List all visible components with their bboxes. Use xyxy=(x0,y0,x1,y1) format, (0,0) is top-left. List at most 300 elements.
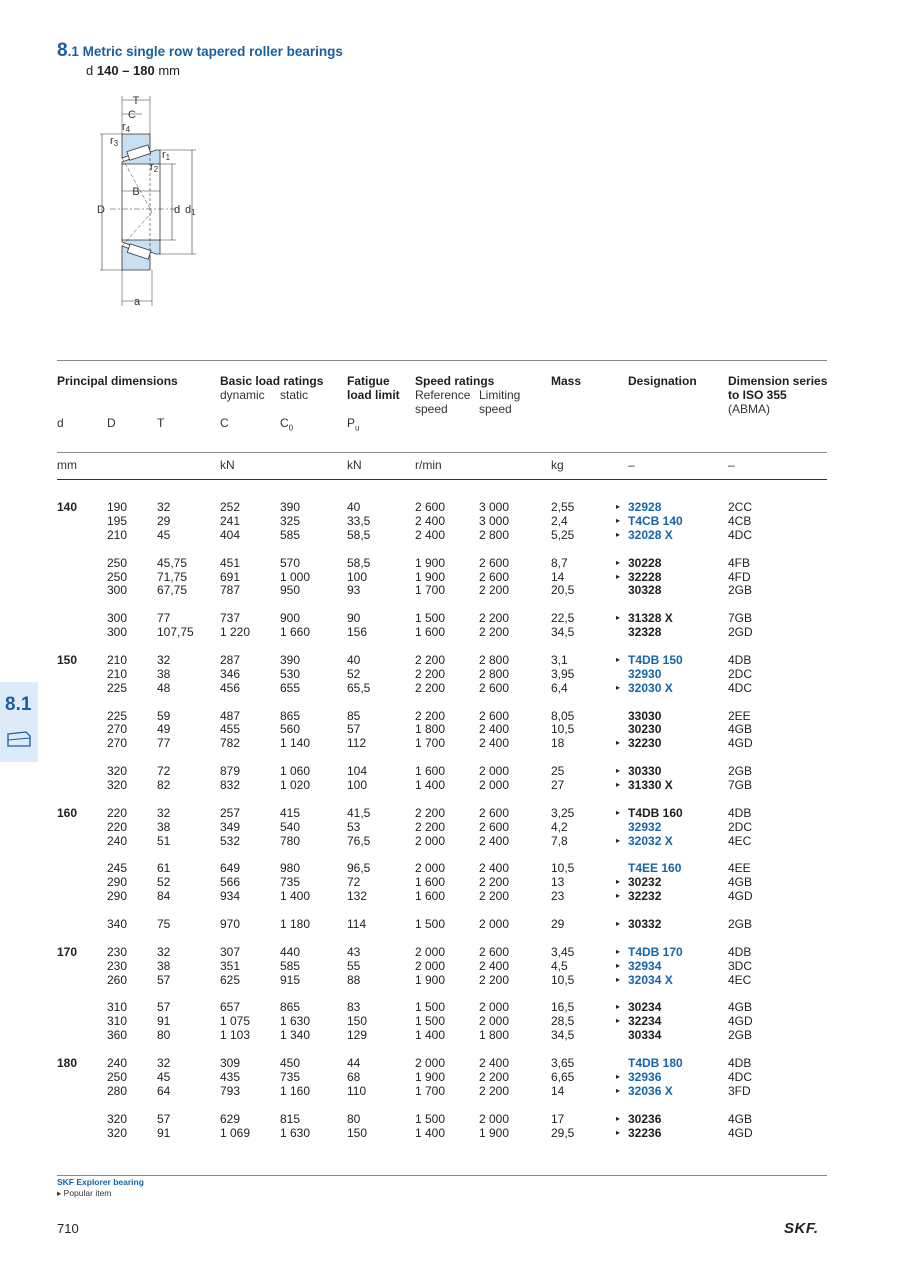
cell-lim: 3 000 xyxy=(479,513,510,528)
unit-series: – xyxy=(728,458,735,472)
cell-lim: 2 200 xyxy=(479,972,510,987)
dim-label-a: a xyxy=(133,296,141,308)
cell-mass: 25 xyxy=(551,764,565,779)
cell-mass: 34,5 xyxy=(551,625,575,640)
cell-series: 2DC xyxy=(728,819,753,834)
designation-link[interactable]: 30236 xyxy=(628,1111,662,1126)
cell-series: 4GB xyxy=(728,1111,753,1126)
designation-link[interactable]: 32928 xyxy=(628,500,662,514)
cell-ref: 1 600 xyxy=(415,625,446,640)
cell-c0: 735 xyxy=(280,1069,301,1084)
cell-c0: 1 660 xyxy=(280,625,311,640)
cell-series: 4GD xyxy=(728,736,753,751)
dim-label-r4: r4 xyxy=(122,121,131,134)
cell-t: 38 xyxy=(157,819,171,834)
cell-mass: 6,4 xyxy=(551,680,568,695)
cell-c: 532 xyxy=(220,833,241,848)
designation-link[interactable]: 30234 xyxy=(628,1000,662,1015)
cell-pu: 90 xyxy=(347,611,361,626)
cell-c0: 1 000 xyxy=(280,569,311,584)
cell-ref: 1 500 xyxy=(415,1000,446,1015)
designation-link[interactable]: T4DB 150 xyxy=(628,652,683,667)
cell-c0: 1 180 xyxy=(280,917,311,931)
cell-pu: 100 xyxy=(347,778,368,792)
designation-link[interactable]: 32028 X xyxy=(628,527,673,542)
cell-mass: 2,4 xyxy=(551,513,568,528)
cell-c0: 1 160 xyxy=(280,1083,311,1098)
cell-ref: 1 400 xyxy=(415,1028,446,1043)
cell-pu: 33,5 xyxy=(347,513,371,528)
page-number: 710 xyxy=(57,1221,79,1236)
cell-d: 230 xyxy=(107,958,128,973)
popular-item-marker-icon: ▸ xyxy=(616,557,621,567)
cell-c: 349 xyxy=(220,819,241,834)
cell-d: 245 xyxy=(107,861,128,876)
cell-d: 300 xyxy=(107,611,128,626)
cell-series: 4GD xyxy=(728,1125,753,1140)
skf-logo: SKF. xyxy=(784,1220,819,1237)
designation-link[interactable]: 30232 xyxy=(628,875,662,890)
cell-d: 190 xyxy=(107,500,128,514)
cell-mass: 6,65 xyxy=(551,1069,575,1084)
cell-c: 1 075 xyxy=(220,1014,251,1029)
cell-pu: 110 xyxy=(347,1083,367,1098)
cell-c: 657 xyxy=(220,1000,241,1015)
cell-ref: 1 800 xyxy=(415,722,446,737)
cell-lim: 2 200 xyxy=(479,625,510,640)
cell-pu: 132 xyxy=(347,889,368,904)
cell-pu: 85 xyxy=(347,708,361,723)
cell-lim: 2 000 xyxy=(479,1000,510,1015)
bore-diameter-group: 180 xyxy=(57,1056,78,1070)
cell-t: 38 xyxy=(157,958,171,973)
cell-c0: 1 630 xyxy=(280,1014,311,1029)
cell-t: 75 xyxy=(157,917,171,931)
cell-pu: 150 xyxy=(347,1125,368,1140)
cell-c0: 1 630 xyxy=(280,1125,311,1140)
designation-link[interactable]: T4DB 160 xyxy=(628,805,683,820)
designation-link[interactable]: 30228 xyxy=(628,555,662,570)
cell-pu: 93 xyxy=(347,583,361,598)
cell-pu: 83 xyxy=(347,1000,361,1015)
popular-item-marker-icon: ▸ xyxy=(616,613,621,623)
cell-d: 195 xyxy=(107,513,128,528)
cell-c: 879 xyxy=(220,764,241,779)
cell-pu: 57 xyxy=(347,722,361,737)
cell-d: 300 xyxy=(107,583,128,598)
cell-d: 210 xyxy=(107,652,128,667)
cell-c0: 530 xyxy=(280,666,301,681)
header-basic-load-ratings: Basic load ratings xyxy=(220,374,324,388)
cell-lim: 1 800 xyxy=(479,1028,510,1043)
cell-t: 32 xyxy=(157,805,171,820)
popular-item-marker-icon: ▸ xyxy=(616,960,621,970)
cell-c0: 915 xyxy=(280,972,301,987)
symbol-C: C xyxy=(220,416,229,430)
cell-series: 4DC xyxy=(728,680,753,695)
cell-mass: 22,5 xyxy=(551,611,575,626)
chapter-tab-label: 8.1 xyxy=(5,694,32,715)
designation-link[interactable]: 31330 X xyxy=(628,778,673,792)
designation-link[interactable]: 32930 xyxy=(628,666,662,681)
designation-link[interactable]: 32934 xyxy=(628,958,662,973)
cell-mass: 3,65 xyxy=(551,1056,575,1070)
cell-d: 270 xyxy=(107,722,128,737)
cell-c0: 780 xyxy=(280,833,301,848)
size-range-prefix: d xyxy=(86,63,94,78)
popular-item-marker-icon: ▸ xyxy=(616,502,621,511)
cell-t: 49 xyxy=(157,722,171,737)
section-number: 8 xyxy=(57,40,68,61)
header-dimension-series: Dimension series xyxy=(728,374,828,388)
cell-lim: 2 000 xyxy=(479,1111,510,1126)
designation-link[interactable]: 30230 xyxy=(628,722,662,737)
popular-item-marker-icon: ▸ xyxy=(616,807,621,817)
cell-ref: 2 000 xyxy=(415,1056,446,1070)
cell-lim: 3 000 xyxy=(479,500,510,514)
cell-lim: 2 200 xyxy=(479,611,510,626)
cell-c0: 980 xyxy=(280,861,301,876)
cell-ref: 1 700 xyxy=(415,1083,446,1098)
cell-t: 64 xyxy=(157,1083,171,1098)
cell-c0: 815 xyxy=(280,1111,301,1126)
designation-link[interactable]: 30334 xyxy=(628,1028,662,1043)
cell-lim: 2 600 xyxy=(479,805,510,820)
cell-t: 107,75 xyxy=(157,625,194,640)
size-range xyxy=(86,63,180,78)
header-limiting: Limiting xyxy=(479,388,521,402)
cell-c: 793 xyxy=(220,1083,241,1098)
cell-d: 310 xyxy=(107,1014,128,1029)
designation-link[interactable]: T4DB 170 xyxy=(628,944,683,959)
symbol-C0: $C_0$ xyxy=(280,416,294,433)
cell-series: 7GB xyxy=(728,778,753,792)
cell-ref: 2 200 xyxy=(415,680,446,695)
cell-c: 487 xyxy=(220,708,241,723)
cell-pu: 58,5 xyxy=(347,527,371,542)
unit-designation: – xyxy=(628,458,635,472)
cell-mass: 8,05 xyxy=(551,708,575,723)
header-load-limit: load limit xyxy=(347,388,400,402)
popular-item-marker-icon: ▸ xyxy=(616,1127,621,1137)
cell-d: 290 xyxy=(107,875,128,890)
cell-t: 59 xyxy=(157,708,171,723)
header-designation: Designation xyxy=(628,374,697,388)
header-static: static xyxy=(280,388,309,402)
header-reference-speed: speed xyxy=(415,402,448,416)
cell-t: 32 xyxy=(157,944,171,959)
cell-mass: 27 xyxy=(551,778,565,792)
header-abma: (ABMA) xyxy=(728,402,770,416)
cell-ref: 2 000 xyxy=(415,944,446,959)
cell-lim: 2 600 xyxy=(479,680,510,695)
cell-mass: 18 xyxy=(551,736,565,751)
popular-item-marker-icon: ▸ xyxy=(616,1002,621,1012)
cell-d: 320 xyxy=(107,1111,128,1126)
cell-lim: 2 800 xyxy=(479,652,510,667)
designation-link[interactable]: 30330 xyxy=(628,764,662,779)
cell-ref: 1 900 xyxy=(415,1069,446,1084)
popular-item-marker-icon: ▸ xyxy=(616,682,621,692)
cell-lim: 2 400 xyxy=(479,861,510,876)
cell-lim: 2 200 xyxy=(479,1069,510,1084)
cell-t: 80 xyxy=(157,1028,171,1043)
header-fatigue: Fatigue xyxy=(347,374,390,388)
cell-pu: 72 xyxy=(347,875,361,890)
cell-t: 84 xyxy=(157,889,171,904)
cell-c: 351 xyxy=(220,958,241,973)
designation-link[interactable]: 32234 xyxy=(628,1014,662,1029)
cell-ref: 1 600 xyxy=(415,764,446,779)
cell-lim: 2 600 xyxy=(479,944,510,959)
designation-link[interactable]: 32034 X xyxy=(628,972,673,987)
cell-pu: 112 xyxy=(347,736,367,751)
cell-d: 290 xyxy=(107,889,128,904)
cell-pu: 40 xyxy=(347,500,361,514)
cell-mass: 28,5 xyxy=(551,1014,575,1029)
dim-label-B: B xyxy=(132,186,140,198)
header-limiting-speed: speed xyxy=(479,402,512,416)
unit-load-kn: kN xyxy=(220,458,235,472)
popular-item-marker-icon: ▸ xyxy=(616,877,621,887)
cell-ref: 2 200 xyxy=(415,708,446,723)
cell-pu: 55 xyxy=(347,958,361,973)
popular-item-marker-icon: ▸ xyxy=(616,571,621,581)
cell-t: 29 xyxy=(157,513,171,528)
bore-diameter-group: 160 xyxy=(57,805,78,820)
cell-d: 240 xyxy=(107,833,128,848)
cell-d: 225 xyxy=(107,680,128,695)
cell-series: 4CB xyxy=(728,513,752,528)
popular-marker-icon: ▸ xyxy=(57,1188,62,1198)
popular-item-marker-icon: ▸ xyxy=(616,1071,621,1081)
cell-c: 346 xyxy=(220,666,241,681)
cell-c: 451 xyxy=(220,555,241,570)
cell-ref: 2 000 xyxy=(415,833,446,848)
cell-d: 320 xyxy=(107,778,128,792)
popular-item-marker-icon: ▸ xyxy=(616,1085,621,1095)
cell-lim: 2 200 xyxy=(479,889,510,904)
cell-ref: 1 900 xyxy=(415,555,446,570)
cell-mass: 20,5 xyxy=(551,583,575,598)
cell-ref: 2 000 xyxy=(415,861,446,876)
cell-c0: 440 xyxy=(280,944,301,959)
cell-c: 1 069 xyxy=(220,1125,251,1140)
cell-series: 4GD xyxy=(728,1014,753,1029)
cell-lim: 2 600 xyxy=(479,708,510,723)
cell-t: 67,75 xyxy=(157,583,188,598)
cell-mass: 10,5 xyxy=(551,861,575,876)
cell-c0: 450 xyxy=(280,1056,301,1070)
bore-diameter-group: 170 xyxy=(57,944,78,959)
cell-series: 2GB xyxy=(728,583,753,598)
cell-d: 225 xyxy=(107,708,128,723)
cell-pu: 114 xyxy=(347,917,367,931)
cell-t: 91 xyxy=(157,1125,171,1140)
cell-series: 4FD xyxy=(728,569,751,584)
cell-series: 4GB xyxy=(728,875,753,890)
popular-item-marker-icon: ▸ xyxy=(616,946,621,956)
cell-mass: 10,5 xyxy=(551,722,575,737)
cell-c0: 585 xyxy=(280,958,301,973)
cell-c0: 325 xyxy=(280,513,301,528)
cell-series: 7GB xyxy=(728,611,753,626)
cell-lim: 2 600 xyxy=(479,569,510,584)
designation-link[interactable]: 32030 X xyxy=(628,680,673,695)
cell-mass: 3,1 xyxy=(551,652,568,667)
header-principal-dimensions: Principal dimensions xyxy=(57,374,178,388)
cell-series: 2EE xyxy=(728,708,751,723)
cell-d: 250 xyxy=(107,1069,128,1084)
symbol-d: d xyxy=(57,416,64,430)
cell-pu: 150 xyxy=(347,1014,368,1029)
cell-t: 72 xyxy=(157,764,171,779)
cell-t: 45,75 xyxy=(157,555,188,570)
cell-c0: 390 xyxy=(280,652,301,667)
cell-d: 340 xyxy=(107,917,128,931)
cell-c: 257 xyxy=(220,805,241,820)
popular-item-marker-icon: ▸ xyxy=(616,738,621,748)
designation-link[interactable]: 32228 xyxy=(628,569,662,584)
designation-link[interactable]: 31328 X xyxy=(628,611,673,626)
section-sub-number: .1 xyxy=(67,44,79,59)
cell-c0: 900 xyxy=(280,611,301,626)
designation-link[interactable]: 32032 X xyxy=(628,833,673,848)
cell-pu: 104 xyxy=(347,764,368,779)
cell-series: 4DB xyxy=(728,1056,752,1070)
designation-link[interactable]: 30328 xyxy=(628,583,662,598)
cell-ref: 1 500 xyxy=(415,1014,446,1029)
dim-label-r2: r2 xyxy=(150,161,159,174)
cell-series: 3DC xyxy=(728,958,753,973)
cell-d: 210 xyxy=(107,666,128,681)
cell-series: 3FD xyxy=(728,1083,751,1098)
cell-ref: 1 500 xyxy=(415,611,446,626)
cell-lim: 2 400 xyxy=(479,958,510,973)
designation-link[interactable]: 32328 xyxy=(628,625,662,640)
cell-ref: 2 200 xyxy=(415,652,446,667)
cell-pu: 129 xyxy=(347,1028,368,1043)
cell-lim: 2 600 xyxy=(479,819,510,834)
designation-link[interactable]: 32932 xyxy=(628,819,662,834)
header-to-iso: to ISO 355 xyxy=(728,388,787,402)
cell-pu: 44 xyxy=(347,1056,361,1070)
designation-link[interactable]: 30332 xyxy=(628,917,662,931)
cell-t: 71,75 xyxy=(157,569,188,584)
cell-pu: 80 xyxy=(347,1111,361,1126)
cell-d: 320 xyxy=(107,1125,128,1140)
popular-item-marker-icon: ▸ xyxy=(616,1016,621,1026)
cell-ref: 1 500 xyxy=(415,917,446,931)
cell-c: 404 xyxy=(220,527,241,542)
cell-ref: 2 600 xyxy=(415,500,446,514)
cell-c0: 585 xyxy=(280,527,301,542)
cell-mass: 14 xyxy=(551,569,565,584)
cell-series: 4DC xyxy=(728,1069,753,1084)
cell-c: 629 xyxy=(220,1111,241,1126)
cell-ref: 2 200 xyxy=(415,805,446,820)
symbol-T: T xyxy=(157,416,165,430)
cell-lim: 1 900 xyxy=(479,1125,510,1140)
cell-d: 250 xyxy=(107,569,128,584)
cell-d: 250 xyxy=(107,555,128,570)
cell-d: 220 xyxy=(107,805,128,820)
dim-label-T: T xyxy=(132,95,140,107)
cell-t: 91 xyxy=(157,1014,171,1029)
designation-link[interactable]: 32036 X xyxy=(628,1083,673,1098)
cell-ref: 1 500 xyxy=(415,1111,446,1126)
designation-link[interactable]: T4CB 140 xyxy=(628,513,683,528)
cell-pu: 156 xyxy=(347,625,368,640)
cell-mass: 7,8 xyxy=(551,833,568,848)
dim-label-D: D xyxy=(97,204,105,216)
section-title xyxy=(57,40,343,62)
unit-fatigue-kn: kN xyxy=(347,458,362,472)
popular-item-marker-icon: ▸ xyxy=(616,529,621,539)
cell-t: 48 xyxy=(157,680,171,695)
designation-link[interactable]: T4EE 160 xyxy=(628,861,682,876)
cell-ref: 2 400 xyxy=(415,527,446,542)
unit-mm: mm xyxy=(57,458,77,472)
cell-series: 4EE xyxy=(728,861,751,876)
popular-item-marker-icon: ▸ xyxy=(616,766,621,776)
cell-c0: 865 xyxy=(280,708,301,723)
cell-c: 787 xyxy=(220,583,241,598)
cell-c: 737 xyxy=(220,611,241,626)
cell-c: 1 220 xyxy=(220,625,251,640)
dim-label-r1: r1 xyxy=(162,149,171,162)
cell-series: 4DB xyxy=(728,805,752,820)
bearing-cross-section-diagram xyxy=(92,92,204,312)
cell-mass: 4,5 xyxy=(551,958,568,973)
cell-lim: 2 400 xyxy=(479,1056,510,1070)
popular-item-marker-icon: ▸ xyxy=(616,891,621,901)
cell-d: 310 xyxy=(107,1000,128,1015)
designation-link[interactable]: 32232 xyxy=(628,889,662,904)
cell-series: 4EC xyxy=(728,833,752,848)
cell-lim: 2 800 xyxy=(479,666,510,681)
cell-c0: 1 140 xyxy=(280,736,311,751)
cell-mass: 3,25 xyxy=(551,805,575,820)
cell-series: 4DB xyxy=(728,944,752,959)
cell-c0: 415 xyxy=(280,805,301,820)
cell-ref: 1 900 xyxy=(415,972,446,987)
cell-ref: 2 000 xyxy=(415,958,446,973)
cell-d: 230 xyxy=(107,944,128,959)
designation-link[interactable]: 32230 xyxy=(628,736,662,751)
cell-series: 2DC xyxy=(728,666,753,681)
cell-mass: 23 xyxy=(551,889,565,904)
designation-link[interactable]: 32936 xyxy=(628,1069,662,1084)
cell-mass: 8,7 xyxy=(551,555,568,570)
table-top-rule xyxy=(57,360,827,361)
designation-link[interactable]: 32236 xyxy=(628,1125,662,1140)
cell-mass: 16,5 xyxy=(551,1000,575,1015)
cell-d: 300 xyxy=(107,625,128,640)
cell-d: 280 xyxy=(107,1083,128,1098)
cell-ref: 1 700 xyxy=(415,583,446,598)
cell-c0: 1 340 xyxy=(280,1028,311,1043)
designation-link[interactable]: 33030 xyxy=(628,708,662,723)
cell-lim: 2 200 xyxy=(479,875,510,890)
cell-d: 360 xyxy=(107,1028,128,1043)
cell-lim: 2 400 xyxy=(479,722,510,737)
size-range-values: 140 – 180 xyxy=(96,63,155,78)
cell-mass: 13 xyxy=(551,875,565,890)
designation-link[interactable]: T4DB 180 xyxy=(628,1056,683,1070)
cell-mass: 17 xyxy=(551,1111,565,1126)
cell-pu: 76,5 xyxy=(347,833,371,848)
